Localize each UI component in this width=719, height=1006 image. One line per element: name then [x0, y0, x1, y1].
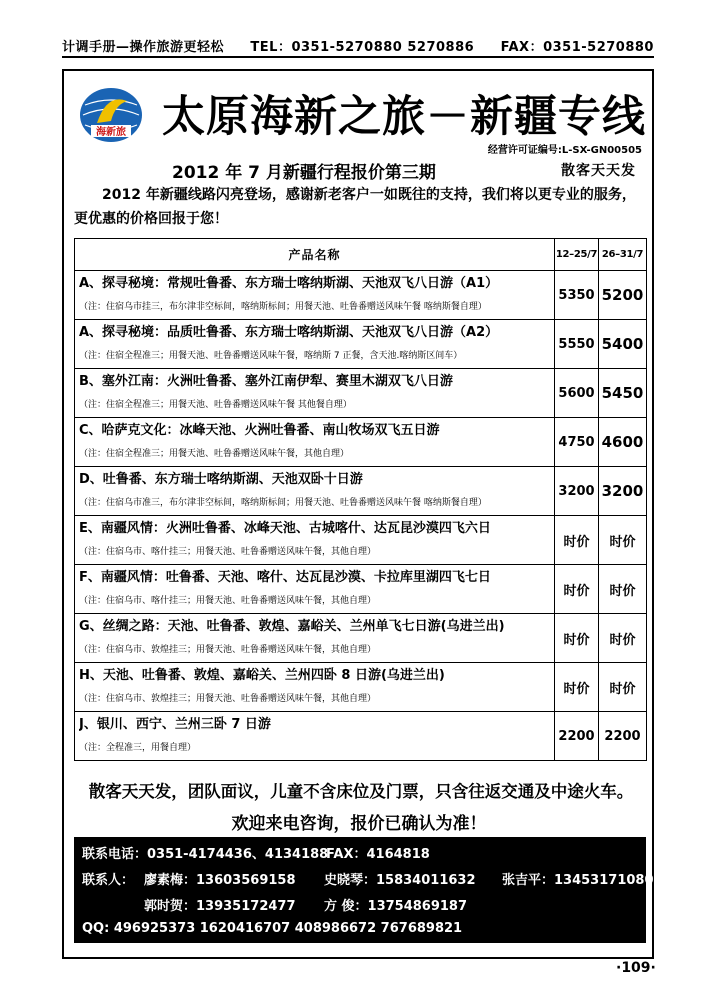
- contact-phone: 联系电话：0351-4174436、4134188: [82, 847, 329, 862]
- route-name: F、南疆风情：吐鲁番、天池、喀什、达瓦昆沙漠、卡拉库里湖四飞七日: [79, 570, 491, 585]
- route-note: （注：住宿全程准三；用餐天池、吐鲁番赠送风味午餐，喀纳斯 7 正餐，含天池.喀纳斯区间车）: [79, 351, 463, 361]
- route-name: A、探寻秘境：常规吐鲁番、东方瑞士喀纳斯湖、天池双飞八日游（A1）: [79, 276, 499, 291]
- price-period-2: 5450: [599, 369, 647, 418]
- price-period-1: 3200: [555, 467, 599, 516]
- contact-label: 联系人：: [82, 873, 135, 888]
- price-period-2: 5200: [599, 271, 647, 320]
- route-note: （注：住宿全程准三；用餐天池、吐鲁番赠送风味午餐，其他自理）: [79, 449, 350, 459]
- table-row: [75, 565, 647, 614]
- contact-person: 史晓琴：15834011632: [324, 873, 476, 888]
- product-cell: [75, 663, 555, 712]
- logo-text: 海新旅: [96, 127, 126, 138]
- route-note: （注：住宿乌市、敦煌挂三；用餐天池、吐鲁番赠送风味午餐，其他自理）: [79, 694, 377, 704]
- table-row: [75, 663, 647, 712]
- table-row: [75, 418, 647, 467]
- route-note: （注：住宿乌市、喀什挂三；用餐天池、吐鲁番赠送风味午餐，其他自理）: [79, 547, 377, 557]
- product-cell: [75, 614, 555, 663]
- table-row: [75, 516, 647, 565]
- contact-person: 张吉平：13453171080: [502, 873, 654, 888]
- contact-qq: QQ: 496925373 1620416707 408986672 767689821: [82, 921, 463, 936]
- price-sheet-title: 2012 年 7 月新疆行程报价第三期: [172, 163, 436, 183]
- contact-person: 廖素梅：13603569158: [144, 873, 296, 888]
- intro-paragraph: 2012 年新疆线路闪亮登场，感谢新老客户一如既往的支持，我们将以更专业的服务，更优惠的价格回报于您！: [74, 187, 636, 227]
- product-cell: [75, 467, 555, 516]
- product-cell: [75, 369, 555, 418]
- product-cell: [75, 565, 555, 614]
- table-row: [75, 614, 647, 663]
- header-tel: TEL：0351-5270880 5270886: [250, 39, 475, 55]
- price-period-1: 5350: [555, 271, 599, 320]
- license-number: 经营许可证编号:L-SX-GN00505: [487, 145, 642, 156]
- route-name: C、哈萨克文化：冰峰天池、火洲吐鲁番、南山牧场双飞五日游: [79, 423, 440, 438]
- header-fax: FAX：0351-5270880: [500, 39, 654, 55]
- route-name: H、天池、吐鲁番、敦煌、嘉峪关、兰州四卧 8 日游(乌进兰出): [79, 668, 445, 683]
- price-period-2: 时价: [599, 614, 647, 663]
- price-period-2: 5400: [599, 320, 647, 369]
- table-row: [75, 369, 647, 418]
- price-period-1: 时价: [555, 614, 599, 663]
- product-cell: [75, 712, 555, 761]
- contact-box: [74, 837, 654, 943]
- price-period-1: 时价: [555, 663, 599, 712]
- table-row: [75, 320, 647, 369]
- product-cell: [75, 516, 555, 565]
- route-note: （注：住宿乌市、喀什挂三；用餐天池、吐鲁番赠送风味午餐，其他自理）: [79, 596, 377, 606]
- price-period-2: 时价: [599, 663, 647, 712]
- terms-note: 散客天天发，团队面议，儿童不含床位及门票，只含往返交通及中途火车。: [88, 782, 634, 801]
- route-name: G、丝绸之路：天池、吐鲁番、敦煌、嘉峪关、兰州单飞七日游(乌进兰出): [79, 619, 505, 634]
- price-period-2: 时价: [599, 516, 647, 565]
- route-name: D、吐鲁番、东方瑞士喀纳斯湖、天池双卧十日游: [79, 472, 363, 487]
- price-period-2: 时价: [599, 565, 647, 614]
- contact-person: 方 俊：13754869187: [324, 899, 468, 914]
- price-period-1: 4750: [555, 418, 599, 467]
- route-name: A、探寻秘境：品质吐鲁番、东方瑞士喀纳斯湖、天池双飞八日游（A2）: [79, 325, 499, 340]
- product-cell: [75, 418, 555, 467]
- route-note: （注：住宿乌市挂三，布尔津非空标间，喀纳斯标间；用餐天池、吐鲁番赠送风味午餐 喀纳斯餐自理）: [79, 302, 487, 312]
- running-header: [62, 34, 654, 56]
- brand-title: 太原海新之旅－新疆专线: [162, 92, 646, 142]
- price-period-1: 5600: [555, 369, 599, 418]
- header-rule: [62, 56, 654, 58]
- product-cell: [75, 271, 555, 320]
- slogan-badge: 散客天天发: [561, 163, 636, 179]
- route-name: B、塞外江南：火洲吐鲁番、塞外江南伊犁、赛里木湖双飞八日游: [79, 374, 453, 389]
- table-row: [75, 271, 647, 320]
- header-date-2: 26–31/7: [599, 239, 647, 271]
- price-period-2: 2200: [599, 712, 647, 761]
- welcome-note: 欢迎来电咨询，报价已确认为准！: [231, 814, 487, 834]
- route-name: E、南疆风情：火洲吐鲁番、冰峰天池、古城喀什、达瓦昆沙漠四飞六日: [79, 521, 491, 536]
- route-note: （注：全程准三，用餐自理）: [79, 743, 197, 753]
- contact-fax: FAX：4164818: [326, 847, 430, 862]
- price-period-1: 2200: [555, 712, 599, 761]
- company-logo-icon: [77, 85, 145, 145]
- table-header-row: [75, 239, 647, 271]
- contact-person: 郭时贺：13935172477: [144, 899, 296, 914]
- price-period-1: 5550: [555, 320, 599, 369]
- table-row: [75, 712, 647, 761]
- advert-frame: [62, 69, 654, 959]
- route-note: （注：住宿乌市准三，布尔津非空标间，喀纳斯标间；用餐天池、吐鲁番赠送风味午餐 喀纳斯餐自理）: [79, 498, 487, 508]
- handbook-title: 计调手册—操作旅游更轻松: [62, 39, 225, 55]
- product-cell: [75, 320, 555, 369]
- price-period-1: 时价: [555, 516, 599, 565]
- header-product: 产品名称: [75, 239, 555, 271]
- price-table: [74, 238, 647, 761]
- page-number: ·109·: [616, 960, 656, 976]
- route-name: J、银川、西宁、兰州三卧 7 日游: [79, 717, 271, 732]
- price-period-2: 3200: [599, 467, 647, 516]
- header-date-1: 12–25/7: [555, 239, 599, 271]
- price-period-1: 时价: [555, 565, 599, 614]
- table-row: [75, 467, 647, 516]
- price-period-2: 4600: [599, 418, 647, 467]
- route-note: （注：住宿乌市、敦煌挂三；用餐天池、吐鲁番赠送风味午餐，其他自理）: [79, 645, 377, 655]
- route-note: （注：住宿全程准三；用餐天池、吐鲁番赠送风味午餐 其他餐自理）: [79, 400, 352, 410]
